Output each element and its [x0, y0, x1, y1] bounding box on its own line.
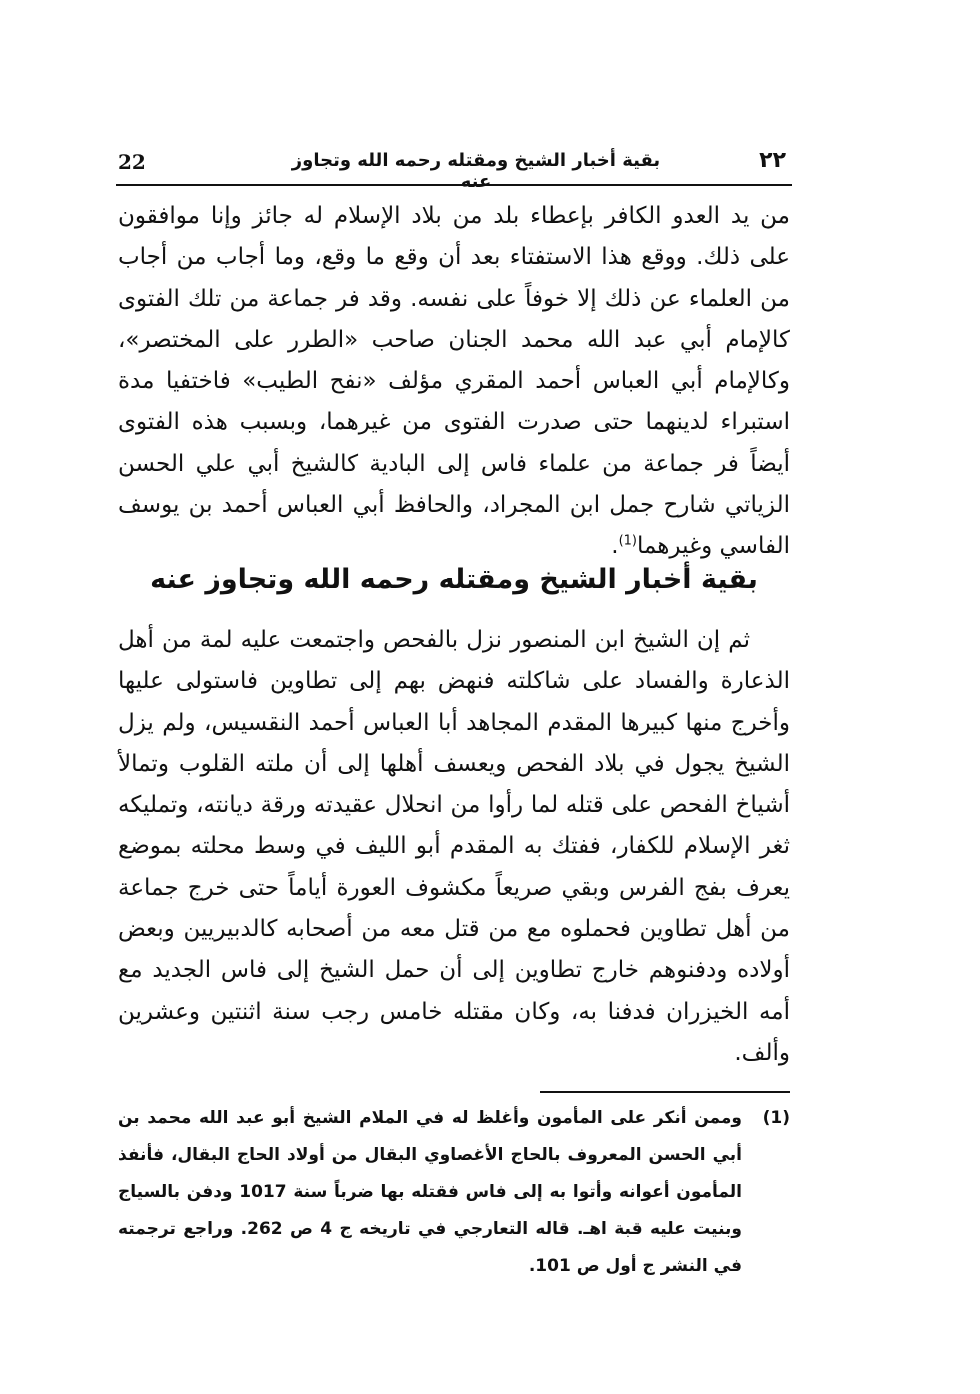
paragraph-text	[118, 196, 790, 568]
page-number-arabic: ٢٢	[759, 148, 786, 173]
paragraph-end: .	[611, 533, 619, 560]
page-number-latin: 22	[118, 150, 146, 174]
paragraph-main	[118, 620, 790, 1074]
footnotes	[118, 1100, 790, 1285]
footnote-text: وممن أنكر على المأمون وأغلظ له في الملام الشيخ أبو عبد الله محمد بن أبي الحسن المعروف بالحاج الأغصاوي البقال من أولاد الحاج البقال، فأنفذ المأمون أعوانه وأتوا به إلى فاس فقتله بها ضرباً سنة 1017 ودفن بالسياج وبنيت عليه قبة اهـ. قاله التعارجي في تاريخه ج 4 ص 262. وراجع ترجمته في النشر ج أول ص 101.	[118, 1108, 742, 1276]
running-title: بقية أخبار الشيخ ومقتله رحمه الله وتجاوز عنه	[291, 150, 661, 192]
paragraph-continued	[118, 196, 790, 568]
footnote-marker: (1)	[762, 1108, 790, 1128]
paragraph-body: من يد العدو الكافر بإعطاء بلد من بلاد الإسلام له جائز وإنا موافقون على ذلك. ووقع هذا الاستفتاء بعد أن وقع ما وقع، وما أجاب من أجاب من العلماء عن ذلك إلا خوفاً على نفسه. وقد فر جماعة من تلك الفتوى كالإمام أبي عبد الله محمد الجنان صاحب «الطرر على المختصر»، وكالإمام أبي العباس أحمد المقري مؤلف «نفح الطيب» فاختفيا مدة استبراء لدينهما حتى صدرت الفتوى من غيرهما، وبسبب هذه الفتوى أيضاً فر جماعة من علماء فاس إلى البادية كالشيخ أبي علي الحسن الزياتي شارح جمل ابن المجراد، والحافظ أبي العباس أحمد بن يوسف الفاسي وغيرهما	[118, 203, 790, 560]
footnote-item	[118, 1100, 790, 1285]
paragraph-text: ثم إن الشيخ ابن المنصور نزل بالفحص واجتمعت عليه لمة من أهل الذعارة والفساد على شاكلته فنهض بهم إلى تطاوين فاستولى عليها وأخرج منها كبيرها المقدم المجاهد أبا العباس أحمد النقسيس، ولم يزل الشيخ يجول في بلاد الفحص ويعسف أهلها إلى أن ملته القلوب وتمالأ أشياخ الفحص على قتله لما رأوا من انحلال عقيدته ورقة ديانته، وتمليكه ثغر الإسلام للكفار، ففتك به المقدم أبو الليف في وسط محلته بموضع يعرف بفج الفرس وبقي صريعاً مكشوف العورة أياماً حتى خرج جماعة من أهل تطاوين فحملوه مع من قتل معه من أصحابه كالدبيريين وبعض أولاده ودفنوهم خارج تطاوين إلى أن حمل الشيخ إلى فاس الجديد مع أمه الخيزران فدفنا به، وكان مقتله خامس رجب سنة اثنتين وعشرين وألف.	[118, 627, 790, 1066]
footnote-reference[interactable]: (1)	[618, 533, 637, 549]
page-header	[116, 148, 792, 192]
footnote-divider	[540, 1091, 790, 1093]
section-heading: بقية أخبار الشيخ ومقتله رحمه الله وتجاوز عنه	[150, 564, 758, 595]
